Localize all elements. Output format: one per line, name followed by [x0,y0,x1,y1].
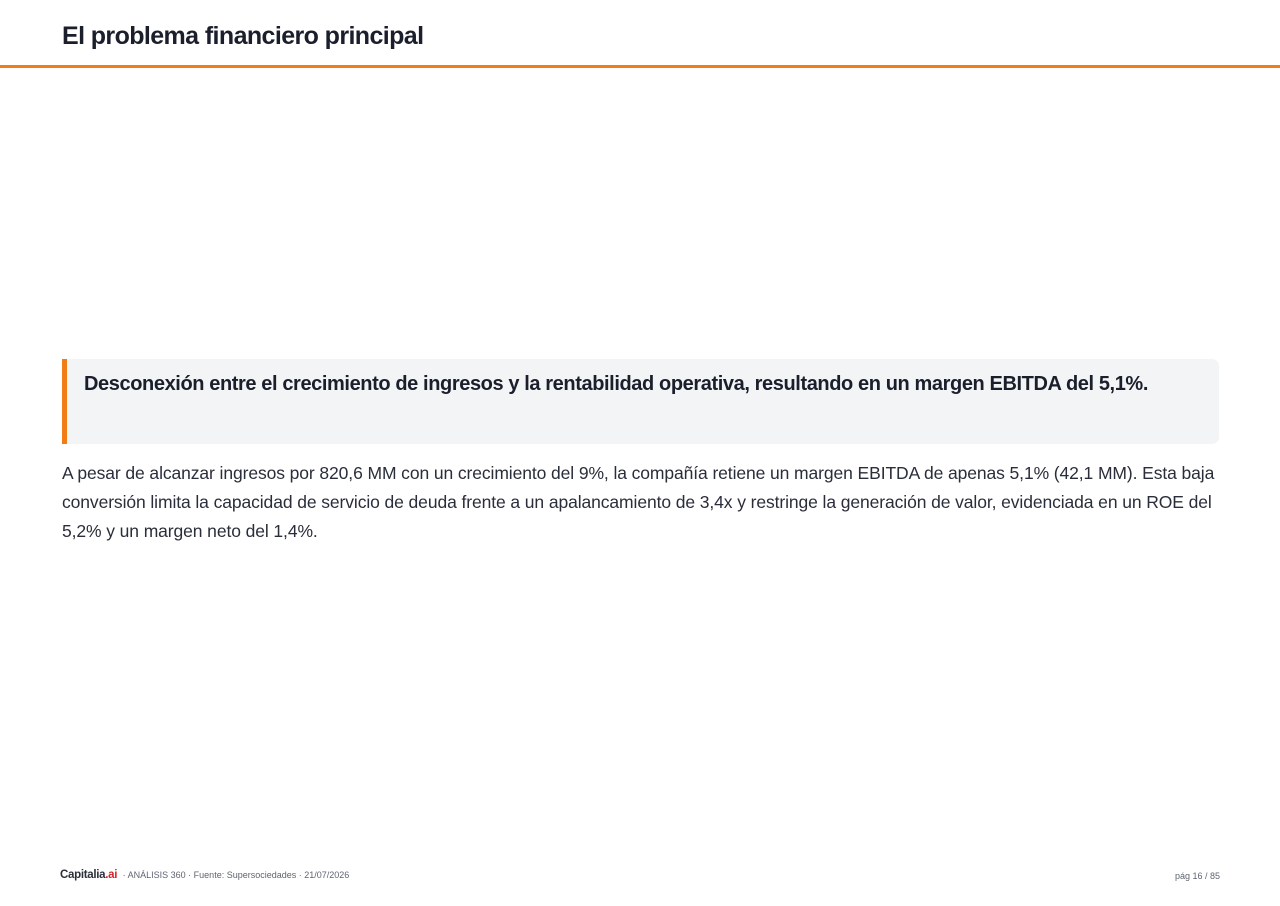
key-finding-callout [62,359,1219,444]
brand-logo [60,869,117,881]
brand-suffix: .ai [105,869,118,881]
footer-meta: · ANÁLISIS 360 · Fuente: Supersociedades · 21/07/2026 [122,870,350,880]
body-paragraph: A pesar de alcanzar ingresos por 820,6 MM con un crecimiento del 9%, la compañía retiene un margen EBITDA de apenas 5,1% (42,1 MM). Esta baja conversión limita la capacidad de servicio de deuda frente a un apalancamiento de 3,4x y restringe la generación de valor, evidenciada en un ROE del 5,2% y un margen neto del 1,4%. [62,463,1215,541]
page-header [0,0,1280,68]
page-title: El problema financiero principal [62,22,424,50]
brand-name: Capitalia [60,869,106,881]
page-number: pág 16 / 85 [1174,871,1220,881]
callout-text: Desconexión entre el crecimiento de ingresos y la rentabilidad operativa, resultando en un margen EBITDA del 5,1%. [84,373,1148,395]
footer-source [60,869,349,881]
